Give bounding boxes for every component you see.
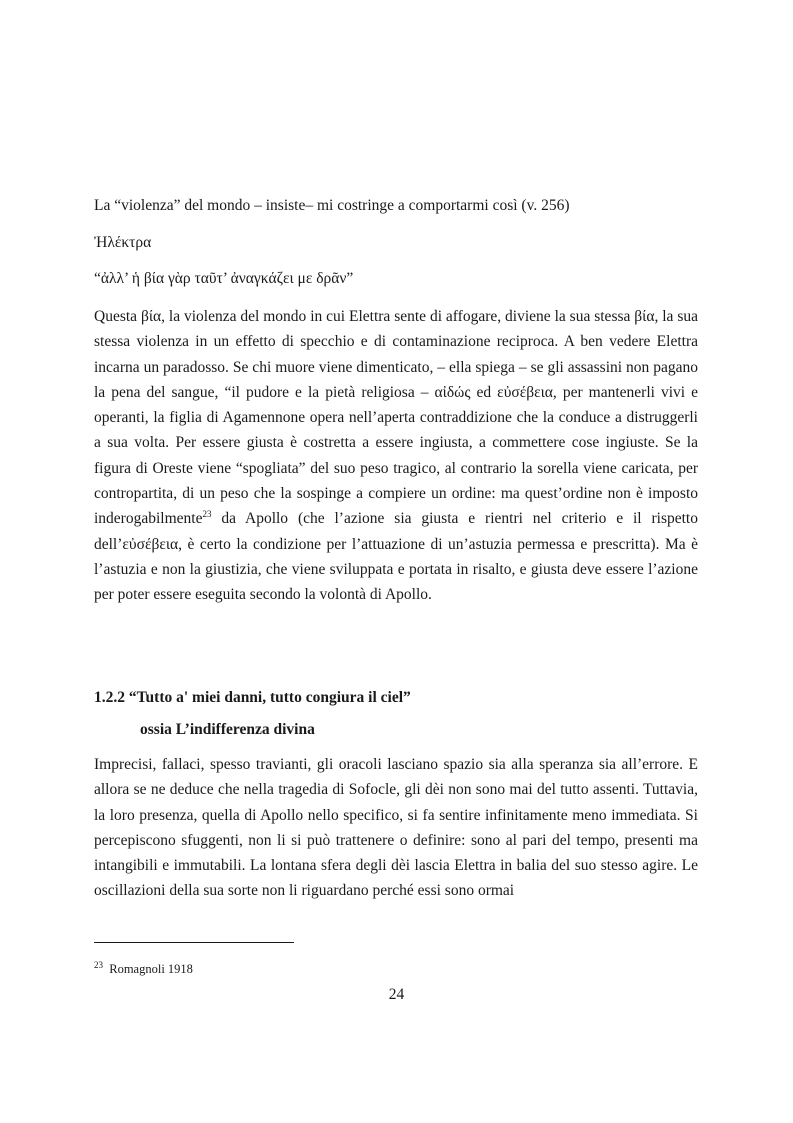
paragraph-1-text-continued: da Apollo (che l’azione sia giusta e rientri nel criterio e il rispetto dell’εὐσέβεια, è certo la condizione per l’attuazione di un’astuzia permessa e prescritta). Ma è l’astuzia e non la giustizia, che viene sviluppata e portata in risalto, e giusta deve essere l’azione per poter essere eseguita secondo la volontà di Apollo.	[94, 510, 698, 604]
body-paragraph-1	[94, 304, 698, 608]
paragraph-1-text: Questa βία, la violenza del mondo in cui Elettra sente di affogare, diviene la sua stessa βία, la sua stessa violenza in un effetto di specchio e di contaminazione reciproca. A ben vedere Elettra incarna un paradosso. Se chi muore viene dimenticato, – ella spiega – se gli assassini non pagano la pena del sangue, “il pudore e la pietà religiosa – αἰδώς ed εὐσέβεια, per mantenerli vivi e operanti, la figlia di Agamennone opera nell’aperta contraddizione che la conduce a distruggerli a sua volta. Per essere giusta è costretta a essere ingiusta, a commettere cose ingiuste. Se la figura di Oreste viene “spogliata” del suo peso tragico, al contrario la sorella viene caricata, per contropartita, di un peso che la sospinge a compiere un ordine: ma quest’ordine non è imposto inderogabilmente	[94, 308, 698, 528]
section-subtitle: ossia L’indifferenza divina	[140, 721, 315, 738]
footnote-text: Romagnoli 1918	[109, 962, 193, 976]
footnote-separator	[94, 942, 294, 943]
page-number: 24	[388, 986, 405, 1003]
footnote-reference: 23	[202, 509, 212, 520]
section-title: “Tutto a' miei danni, tutto congiura il ciel”	[128, 689, 411, 706]
speaker-name: Ἠλέκτρα	[94, 234, 152, 251]
footnote-number: 23	[94, 959, 103, 970]
body-paragraph-2: Imprecisi, fallaci, spesso travianti, gli oracoli lasciano spazio sia alla speranza sia all’errore. E allora se ne deduce che nella tragedia di Sofocle, gli dèi non sono mai del tutto assenti. Tuttavia, la loro presenza, quella di Apollo nello specifico, si fa sentire infinitamente meno immediata. Si percepiscono sfuggenti, non li si può trattenere o definire: sono al pari del tempo, presenti ma intangibili e immutabili. La lontana sfera degli dèi lascia Elettra in balia del suo stesso agire. Le oscillazioni della sua sorte non li riguardano perché essi sono ormai	[94, 756, 698, 900]
section-heading	[94, 689, 411, 707]
quote-translation: La “violenza” del mondo – insiste– mi costringe a comportarmi così (v. 256)	[94, 197, 570, 214]
greek-quote: “ἀλλ’ ἡ βία γὰρ ταῦτ’ ἀναγκάζει με δρᾶν”	[94, 270, 354, 287]
section-number: 1.2.2	[94, 689, 125, 706]
footnote	[94, 959, 193, 977]
